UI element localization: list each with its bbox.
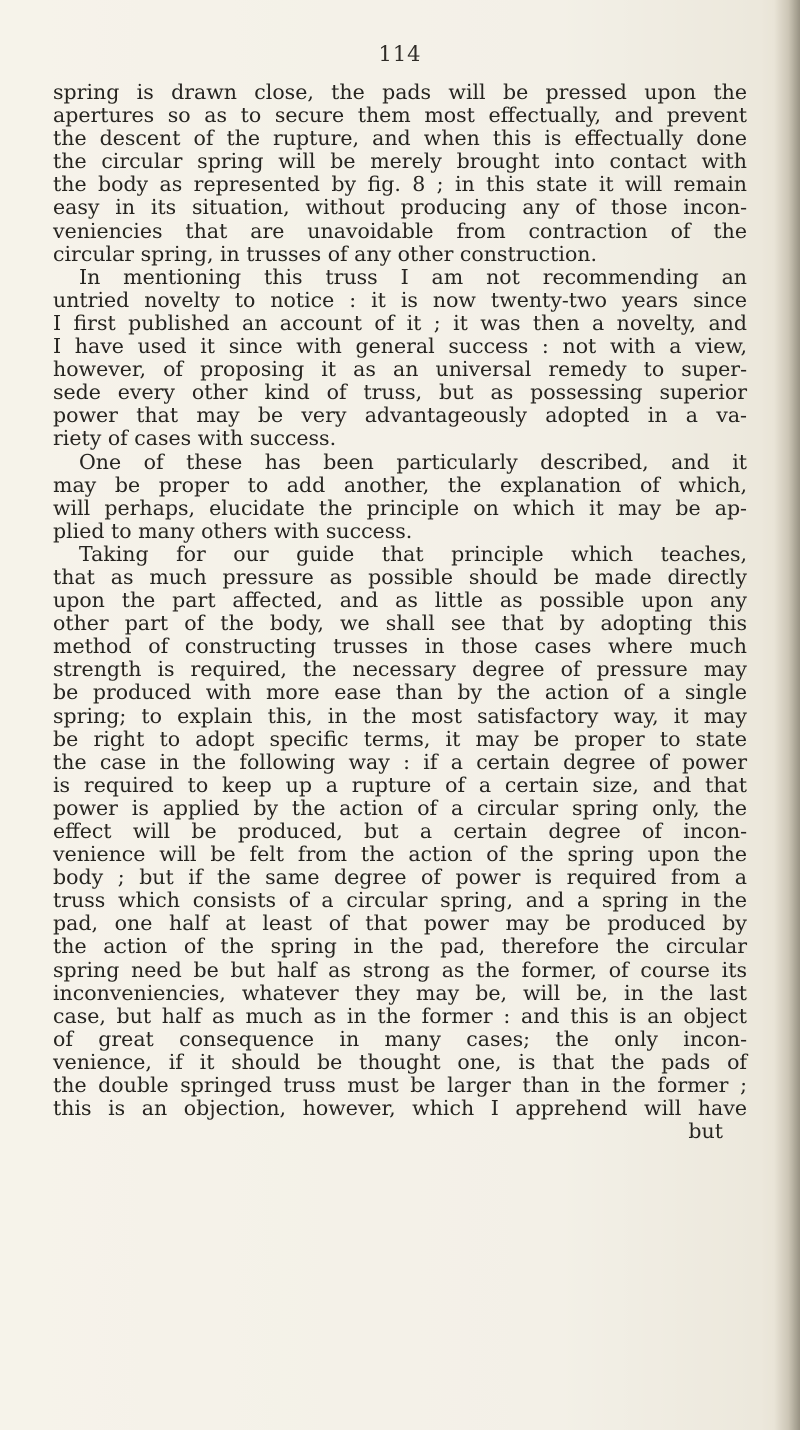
- text-line: upon the part affected, and as little as possible upon any: [53, 588, 747, 613]
- text-line: the body as represented by fig. 8 ; in this state it will remain: [53, 172, 747, 197]
- text-line: spring; to explain this, in the most satisfactory way, it may: [53, 703, 747, 728]
- text-line: the action of the spring in the pad, therefore the circular: [53, 934, 747, 959]
- text-line: be right to adopt specific terms, it may be proper to state: [53, 726, 747, 751]
- text-line: body ; but if the same degree of power is required from a: [53, 865, 747, 890]
- text-line: this is an objection, however, which I apprehend will have: [53, 1096, 747, 1121]
- text-line: that as much pressure as possible should be made directly: [53, 564, 747, 589]
- catchword: but: [688, 1119, 723, 1144]
- text-line: will perhaps, elucidate the principle on which it may be ap-: [53, 495, 747, 520]
- paragraph-start-line: In mentioning this truss I am not recommending an: [79, 264, 747, 289]
- text-line: power that may be very advantageously adopted in a va-: [53, 403, 747, 428]
- page-number: 114: [378, 42, 422, 66]
- text-line: truss which consists of a circular spring, and a spring in the: [53, 888, 747, 913]
- text-line: veniencies that are unavoidable from contraction of the: [53, 218, 747, 243]
- text-line: venience will be felt from the action of the spring upon the: [53, 842, 747, 867]
- paragraph-start-line: Taking for our guide that principle which teaches,: [79, 541, 747, 566]
- text-line: the circular spring will be merely brought into contact with: [53, 149, 747, 174]
- text-line: may be proper to add another, the explanation of which,: [53, 472, 747, 497]
- text-line: other part of the body, we shall see that by adopting this: [53, 611, 747, 636]
- text-line: easy in its situation, without producing any of those incon-: [53, 195, 747, 220]
- text-line: power is applied by the action of a circular spring only, the: [53, 795, 747, 820]
- text-line: effect will be produced, but a certain degree of incon-: [53, 819, 747, 843]
- text-line: spring is drawn close, the pads will be pressed upon the: [53, 80, 747, 104]
- text-line: untried novelty to notice : it is now twenty-two years since: [53, 287, 747, 312]
- text-line: of great consequence in many cases; the only incon-: [53, 1026, 747, 1051]
- text-line: method of constructing trusses in those cases where much: [53, 634, 747, 659]
- text-line: pad, one half at least of that power may be produced by: [53, 911, 747, 936]
- text-line: venience, if it should be thought one, is that the pads of: [53, 1049, 747, 1074]
- text-line: is required to keep up a rupture of a certain size, and that: [53, 772, 747, 797]
- text-line: circular spring, in trusses of any other construction.: [53, 241, 598, 266]
- paragraph-start-line: One of these has been particularly described, and it: [79, 449, 747, 474]
- text-line: apertures so as to secure them most effectually, and prevent: [53, 103, 747, 128]
- body-text: [53, 81, 747, 1143]
- text-line: the descent of the rupture, and when this is effectually done: [53, 126, 747, 151]
- text-line: the double springed truss must be larger than in the former ;: [53, 1073, 747, 1098]
- text-line: I first published an account of it ; it was then a novelty, and: [53, 310, 747, 335]
- text-line: the case in the following way : if a certain degree of power: [53, 749, 747, 774]
- text-line: spring need be but half as strong as the former, of course its: [53, 957, 747, 982]
- text-line: inconveniencies, whatever they may be, will be, in the last: [53, 980, 747, 1005]
- text-line: case, but half as much as in the former : and this is an object: [53, 1003, 747, 1028]
- text-line: plied to many others with success.: [53, 518, 413, 543]
- text-line: be produced with more ease than by the action of a single: [53, 680, 747, 705]
- text-line: I have used it since with general success : not with a view,: [53, 334, 747, 359]
- text-line: sede every other kind of truss, but as possessing superior: [53, 380, 747, 405]
- text-line: however, of proposing it as an universal remedy to super-: [53, 357, 747, 382]
- text-line: riety of cases with success.: [53, 426, 337, 451]
- page-edge-shadow: [774, 0, 800, 1430]
- text-line: strength is required, the necessary degree of pressure may: [53, 657, 747, 682]
